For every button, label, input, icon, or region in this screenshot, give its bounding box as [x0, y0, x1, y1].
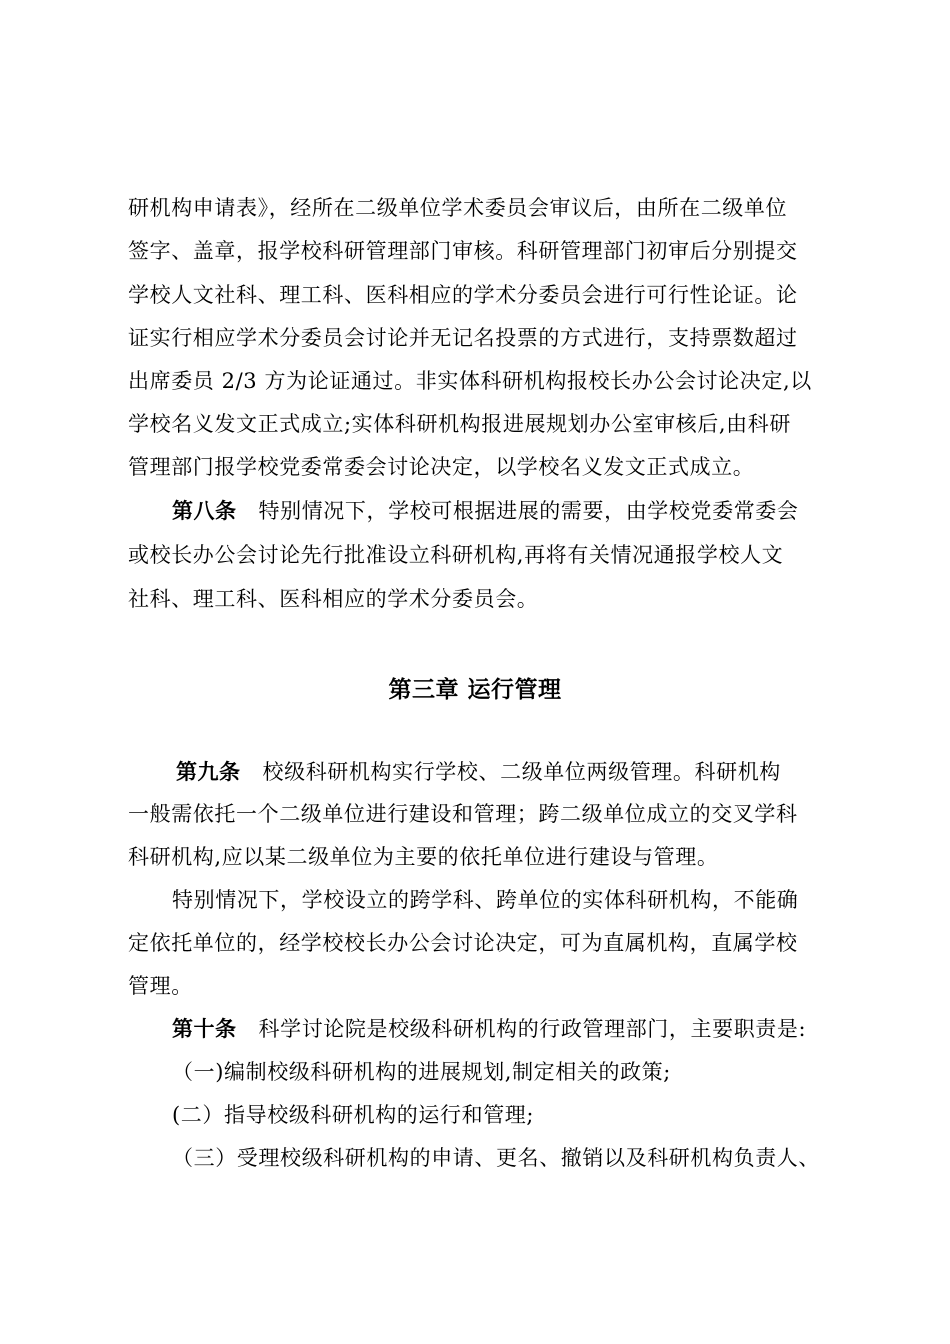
article-8-line: [172, 499, 824, 525]
paragraph-line: 管理部门报学校党委常委会讨论决定，以学校名义发文正式成立。: [128, 455, 755, 479]
paragraph-line: 研机构申请表》，经所在二级单位学术委员会审议后，由所在二级单位: [128, 196, 788, 220]
article-10-line: [172, 1017, 824, 1043]
paragraph-line: 出席委员 2/3 方为论证通过。非实体科研机构报校长办公会讨论决定,以: [128, 369, 812, 393]
paragraph-line: 管理。: [128, 974, 193, 998]
paragraph-line: 证实行相应学术分委员会讨论并无记名投票的方式进行，支持票数超过: [128, 326, 798, 350]
paragraph-line: 社科、理工科、医科相应的学术分委员会。: [128, 587, 539, 611]
article-10-title: 第十条: [172, 1017, 237, 1041]
paragraph-line: 学校人文社科、理工科、医科相应的学术分委员会进行可行性论证。论: [128, 283, 798, 307]
paragraph-line: 或校长办公会讨论先行批准设立科研机构,再将有关情况通报学校人文: [128, 543, 784, 567]
paragraph-line: 科研机构,应以某二级单位为主要的依托单位进行建设与管理。: [128, 845, 719, 869]
paragraph-line: 一般需依托一个二级单位进行建设和管理；跨二级单位成立的交叉学科: [128, 802, 798, 826]
paragraph-line: 学校名义发文正式成立;实体科研机构报进展规划办公室审核后,由科研: [128, 412, 791, 436]
chapter-heading: 第三章 运行管理: [388, 677, 562, 703]
list-item: (二）指导校级科研机构的运行和管理;: [172, 1103, 535, 1127]
article-8-text: 特别情况下，学校可根据进展的需要，由学校党委常委会: [258, 499, 799, 523]
article-9-text: 校级科研机构实行学校、二级单位两级管理。科研机构: [262, 760, 781, 784]
paragraph-line: 特别情况下，学校设立的跨学科、跨单位的实体科研机构，不能确: [172, 888, 799, 912]
article-10-text: 科学讨论院是校级科研机构的行政管理部门，主要职责是:: [258, 1017, 807, 1041]
article-9-line: [176, 760, 828, 786]
list-item: （三）受理校级科研机构的申请、更名、撤销以及科研机构负责人、: [172, 1146, 820, 1170]
paragraph-line: 定依托单位的，经学校校长办公会讨论决定，可为直属机构，直属学校: [128, 931, 798, 955]
paragraph-line: 签字、盖章，报学校科研管理部门审核。科研管理部门初审后分别提交: [128, 239, 798, 263]
article-9-title: 第九条: [176, 760, 241, 784]
list-item: （一)编制校级科研机构的进展规划,制定相关的政策;: [172, 1060, 671, 1084]
article-8-title: 第八条: [172, 499, 237, 523]
